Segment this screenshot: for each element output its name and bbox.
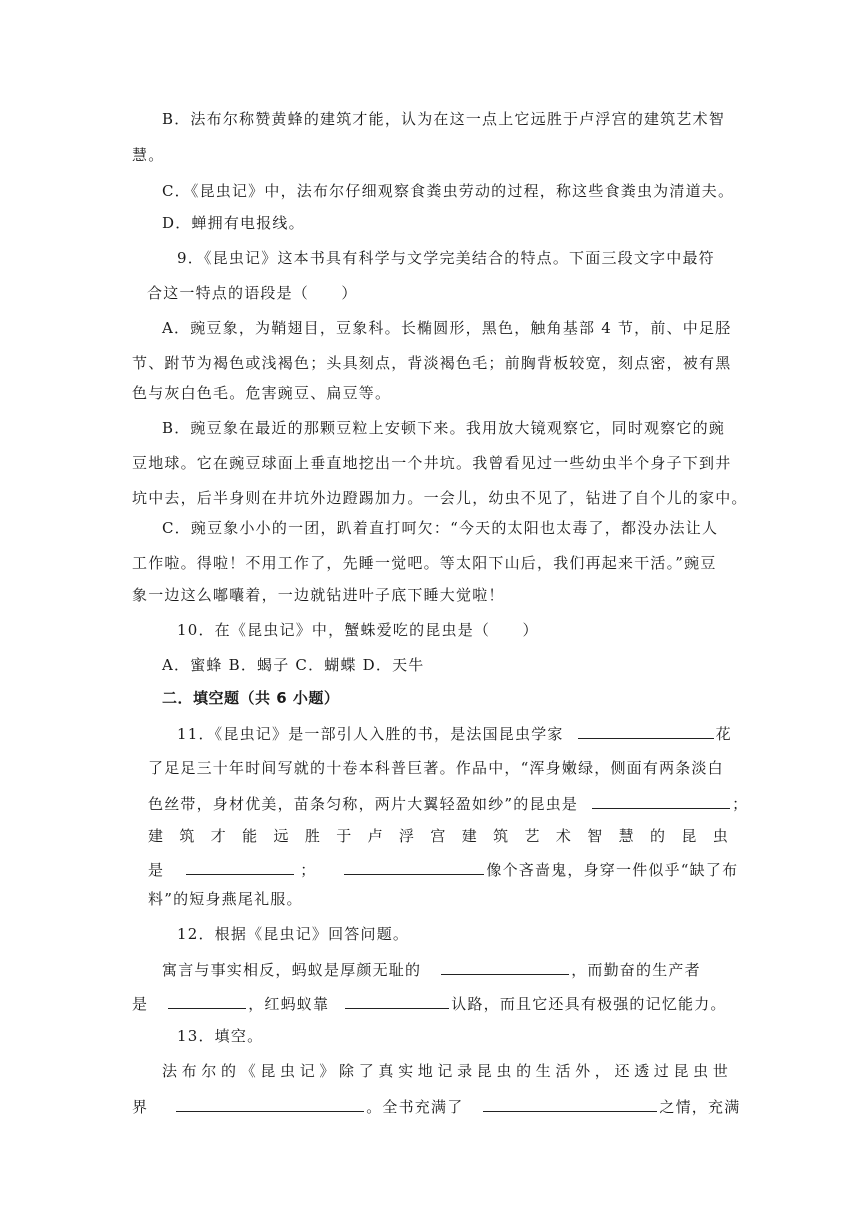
q13-line1-char: 记 [299, 1062, 315, 1080]
q12-line2 [132, 993, 727, 1014]
q9-option-b-line2: 豆地球。它在豌豆球面上垂直地挖出一个井坑。我曾看见过一些幼虫半个身子下到井 [132, 454, 732, 472]
q11-line4-char: 虫 [712, 827, 728, 845]
q11-line1 [177, 723, 732, 744]
q13-line1-char: 的 [516, 1062, 532, 1080]
q11-line4-char: 远 [273, 827, 289, 845]
q11-line5-end: 像个吝啬鬼，身穿一件似乎“缺了布 [486, 861, 739, 879]
q11-blank-author[interactable] [578, 723, 714, 739]
q12-line2-end: 认路，而且它还具有极强的记忆能力。 [451, 995, 727, 1013]
q13-blank-feeling[interactable] [483, 1096, 657, 1112]
q8-option-c: C．《昆虫记》中，法布尔仔细观察食粪虫劳动的过程，称这些食粪虫为清道夫。 [162, 182, 735, 200]
q11-line3-end: ； [732, 795, 749, 813]
q11-line5 [148, 859, 738, 880]
q13-line1-char: 录 [457, 1062, 473, 1080]
q10-stem: 10．在《昆虫记》中，蟹蛛爱吃的昆虫是（ ） [177, 621, 539, 639]
q9-option-c-line2: 工作啦。得啦！不用工作了，先睡一觉吧。等太阳下山后，我们再起来干活。”豌豆 [132, 554, 717, 572]
q13-line2-start: 界 [132, 1098, 149, 1116]
q11-line4-char: 卢 [367, 827, 383, 845]
q11-line4-char: 的 [650, 827, 666, 845]
q9-option-a-line2: 节、跗节为褐色或浅褐色；头具刻点，背淡褐色毛；前胸背板较宽，刻点密，被有黑 [132, 354, 732, 372]
q11-line4 [148, 826, 728, 846]
q11-line4-char: 筑 [179, 827, 195, 845]
q13-line1-char: 《 [240, 1062, 256, 1080]
q12-line2-start: 是 [132, 995, 149, 1013]
q11-line4-char: 于 [336, 827, 352, 845]
q13-line1-char: 虫 [693, 1062, 709, 1080]
q11-line4-char: 能 [242, 827, 258, 845]
q11-line2: 了足足三十年时间写就的十卷本科普巨著。作品中，“浑身嫩绿，侧面有两条淡白 [148, 759, 724, 777]
q11-line4-char: 建 [461, 827, 477, 845]
q12-stem: 12．根据《昆虫记》回答问题。 [177, 925, 410, 943]
q11-line4-char: 筑 [493, 827, 509, 845]
q11-line5-start: 是 [148, 861, 165, 879]
q12-line1-end: ，而勤奋的生产者 [571, 961, 701, 979]
q13-blank-world[interactable] [176, 1096, 364, 1112]
q13-line2-end: 之情，充满 [659, 1098, 741, 1116]
q11-line4-char: 浮 [399, 827, 415, 845]
q8-option-b-line1: B．法布尔称赞黄蜂的建筑才能，认为在这一点上它远胜于卢浮宫的建筑艺术智 [162, 110, 726, 128]
q13-line2-mid: 。全书充满了 [366, 1098, 464, 1116]
q13-line1-char: 活 [555, 1062, 571, 1080]
q13-line1-char: 地 [417, 1062, 433, 1080]
q9-option-b-line3: 坑中去，后半身则在井坑外边蹬踢加力。一会儿，幼虫不见了，钻进了自个儿的家中。 [132, 489, 748, 507]
q13-stem: 13．填空。 [177, 1027, 264, 1045]
q12-blank-ant[interactable] [441, 959, 569, 975]
q9-option-a-line1: A．豌豆象，为鞘翅目，豆象科。长椭圆形，黑色，触角基部 4 节，前、中足胫 [162, 319, 732, 337]
q13-line1-char: 还 [614, 1062, 630, 1080]
section-title-fill-in: 二．填空题（共 6 小题） [162, 689, 340, 707]
q13-line1-char: 的 [221, 1062, 237, 1080]
q9-stem-line1: 9．《昆虫记》这本书具有科学与文学完美结合的特点。下面三段文字中最符 [177, 249, 715, 267]
q9-option-c-line3: 象一边这么嘟囔着，一边就钻进叶子底下睡大觉啦！ [132, 586, 505, 604]
q11-line3 [148, 793, 748, 814]
q13-line1-char: 记 [437, 1062, 453, 1080]
q13-line1-char: 生 [535, 1062, 551, 1080]
q9-option-a-line3: 色与灰白色毛。危害豌豆、扁豆等。 [132, 384, 392, 402]
q11-blank-architect[interactable] [186, 859, 294, 875]
q12-blank-producer[interactable] [168, 993, 246, 1009]
q13-line1-char: 外 [575, 1062, 591, 1080]
q13-line1-char: 了 [358, 1062, 374, 1080]
q11-line4-char: 艺 [524, 827, 540, 845]
q11-line6: 料”的短身燕尾礼服。 [148, 890, 303, 908]
q8-option-d: D．蝉拥有电报线。 [162, 214, 305, 232]
q12-line2-mid: ，红蚂蚁靠 [248, 995, 330, 1013]
q11-line4-char: 宫 [430, 827, 446, 845]
q13-line1-char: 世 [712, 1062, 728, 1080]
q11-line4-char: 才 [210, 827, 226, 845]
q13-line1-char: 布 [181, 1062, 197, 1080]
q13-line1 [162, 1061, 728, 1081]
q11-line1-text: 11．《昆虫记》是一部引人入胜的书，是法国昆虫学家 [177, 725, 564, 743]
q13-line1-char: 虫 [496, 1062, 512, 1080]
q13-line1-char: 法 [162, 1062, 178, 1080]
q13-line1-char: 昆 [673, 1062, 689, 1080]
q12-blank-red-ant[interactable] [345, 993, 449, 1009]
q13-line1-char: 过 [653, 1062, 669, 1080]
q12-line1-text: 寓言与事实相反，蚂蚁是厚颜无耻的 [162, 961, 422, 979]
q11-line4-char: 胜 [304, 827, 320, 845]
q13-line1-char: 真 [378, 1062, 394, 1080]
q11-line4-char: 智 [587, 827, 603, 845]
q13-line1-char: 虫 [280, 1062, 296, 1080]
q13-line1-char: 实 [398, 1062, 414, 1080]
q13-line1-char: 尔 [201, 1062, 217, 1080]
q11-blank-insect[interactable] [592, 793, 730, 809]
q11-blank-miser[interactable] [344, 859, 484, 875]
q13-line1-char: 》 [319, 1062, 335, 1080]
q11-line3-text: 色丝带，身材优美，苗条匀称，两片大翼轻盈如纱”的昆虫是 [148, 795, 579, 813]
q9-option-c-line1: C．豌豆象小小的一团，趴着直打呵欠：“今天的太阳也太毒了，都没办法让人 [162, 519, 719, 537]
q11-line5-sep: ； [300, 861, 317, 879]
q11-line4-char: 术 [555, 827, 571, 845]
q13-line1-char: 昆 [476, 1062, 492, 1080]
q11-line4-char: 建 [148, 827, 164, 845]
q13-line1-char: ， [594, 1062, 610, 1080]
q9-option-b-line1: B．豌豆象在最近的那颗豆粒上安顿下来。我用放大镜观察它，同时观察它的豌 [162, 419, 726, 437]
q13-line1-char: 透 [634, 1062, 650, 1080]
q13-line2 [132, 1096, 740, 1117]
q11-line4-char: 慧 [618, 827, 634, 845]
q13-line1-char: 昆 [260, 1062, 276, 1080]
q11-line1-end: 花 [715, 725, 732, 743]
q12-line1 [162, 959, 701, 980]
q11-line4-char: 昆 [681, 827, 697, 845]
q10-options: A．蜜蜂 B．蝎子 C．蝴蝶 D．天牛 [162, 656, 425, 674]
q9-stem-line2: 合这一特点的语段是（ ） [147, 284, 358, 302]
q8-option-b-line2: 慧。 [132, 146, 165, 164]
q13-line1-char: 除 [339, 1062, 355, 1080]
